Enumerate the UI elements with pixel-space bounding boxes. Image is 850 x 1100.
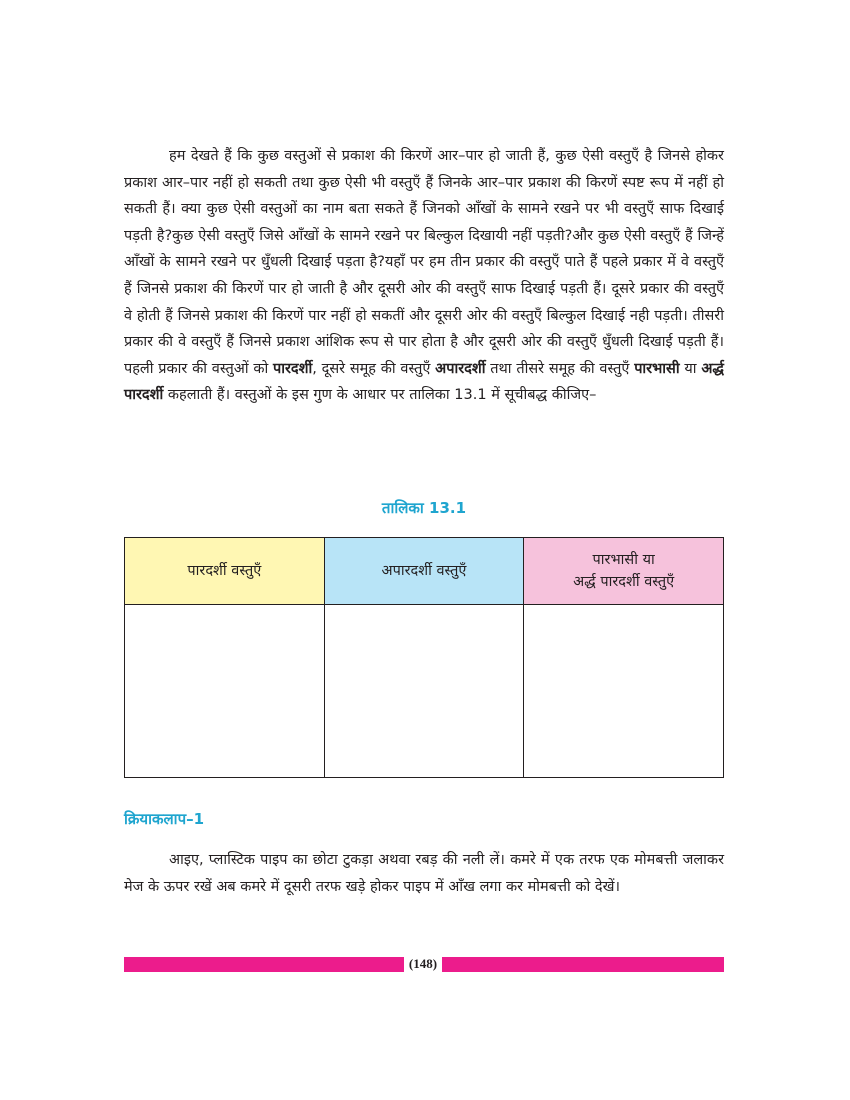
footer-bar-right	[442, 957, 724, 972]
activity-heading: क्रियाकलाप–1	[124, 810, 205, 828]
footer-bar-left	[124, 957, 404, 972]
paragraph-segment-4: या	[684, 360, 697, 377]
table-header-row	[125, 538, 724, 605]
header-opaque-objects	[324, 538, 524, 605]
term-opaque: अपारदर्शी	[435, 360, 486, 377]
header-translucent-label-line-1: पारभासी या	[592, 552, 655, 568]
activity-paragraph	[124, 847, 724, 900]
table-caption: तालिका 13.1	[381, 499, 467, 517]
header-transparent-label: पारदर्शी वस्तुएँ	[187, 563, 262, 579]
term-semi-transparent: अर्द्ध पारदर्शी	[124, 360, 724, 404]
table-row	[125, 605, 724, 778]
page-number: (148)	[408, 956, 438, 971]
header-opaque-label: अपारदर्शी वस्तुएँ	[381, 563, 467, 579]
classification-table	[124, 537, 724, 778]
empty-cell-translucent	[524, 605, 724, 778]
header-translucent-objects	[524, 538, 724, 605]
header-transparent-objects	[125, 538, 325, 605]
activity-paragraph-text: आइए, प्लास्टिक पाइप का छोटा टुकड़ा अथवा रबड़ की नली लें। कमरे में एक तरफ एक मोमबत्ती जलाकर मेज के ऊपर रखें अब कमरे में दूसरी तरफ खड़े होकर पाइप में आँख लगा कर मोमबत्ती को देखें।	[124, 852, 724, 895]
term-transparent: पारदर्शी	[273, 360, 313, 377]
header-translucent-label-line-2: अर्द्ध पारदर्शी वस्तुएँ	[573, 574, 675, 590]
intro-paragraph	[124, 143, 724, 409]
empty-cell-opaque	[324, 605, 524, 778]
intro-paragraph-text	[124, 143, 724, 409]
paragraph-segment-5: कहलाती हैं। वस्तुओं के इस गुण के आधार पर तालिका 13.1 में सूचीबद्ध कीजिए–	[167, 387, 597, 404]
empty-cell-transparent	[125, 605, 325, 778]
paragraph-segment-1: हम देखते हैं कि कुछ वस्तुओं से प्रकाश की किरणें आर–पार हो जाती हैं, कुछ ऐसी वस्तुएँ है जिनसे होकर प्रकाश आर–पार नहीं हो सकती तथा कुछ ऐसी भी वस्तुएँ हैं जिनके आर–पार प्रकाश की किरणें स्पष्ट रूप में नहीं हो सकती हैं। क्या कुछ ऐसी वस्तुओं का नाम बता सकते हैं जिनको आँखों के सामने रखने पर भी वस्तुएँ साफ दिखाई पड़ती है?कुछ ऐसी वस्तुएँ जिसे आँखों के सामने रखने पर बिल्कुल दिखायी नहीं पड़ती?और कुछ ऐसी वस्तुएँ हैं जिन्हें आँखों के सामने रखने पर धुँधली दिखाई पड़ता है?यहाँ पर हम तीन प्रकार की वस्तुएँ पाते हैं पहले प्रकार में वे वस्तुएँ हैं जिनसे प्रकाश की किरणें पार हो जाती है और दूसरी ओर की वस्तुएँ साफ दिखाई पड़ती हैं। दूसरे प्रकार की वस्तुएँ वे होती हैं जिनसे प्रकाश की किरणें पार नहीं हो सकतीं और दूसरी ओर की वस्तुएँ बिल्कुल दिखाई नही पड़ती। तीसरी प्रकार की वे वस्तुएँ हैं जिनसे प्रकाश आंशिक रूप से पार होता है और दूसरी ओर की वस्तुएँ धुँधली दिखाई पड़ती हैं। पहली प्रकार की वस्तुओं को	[124, 148, 724, 377]
paragraph-segment-2: , दूसरे समूह की वस्तुएँ	[312, 360, 431, 377]
paragraph-segment-3: तथा तीसरे समूह की वस्तुएँ	[490, 360, 630, 377]
term-translucent: पारभासी	[634, 360, 680, 377]
